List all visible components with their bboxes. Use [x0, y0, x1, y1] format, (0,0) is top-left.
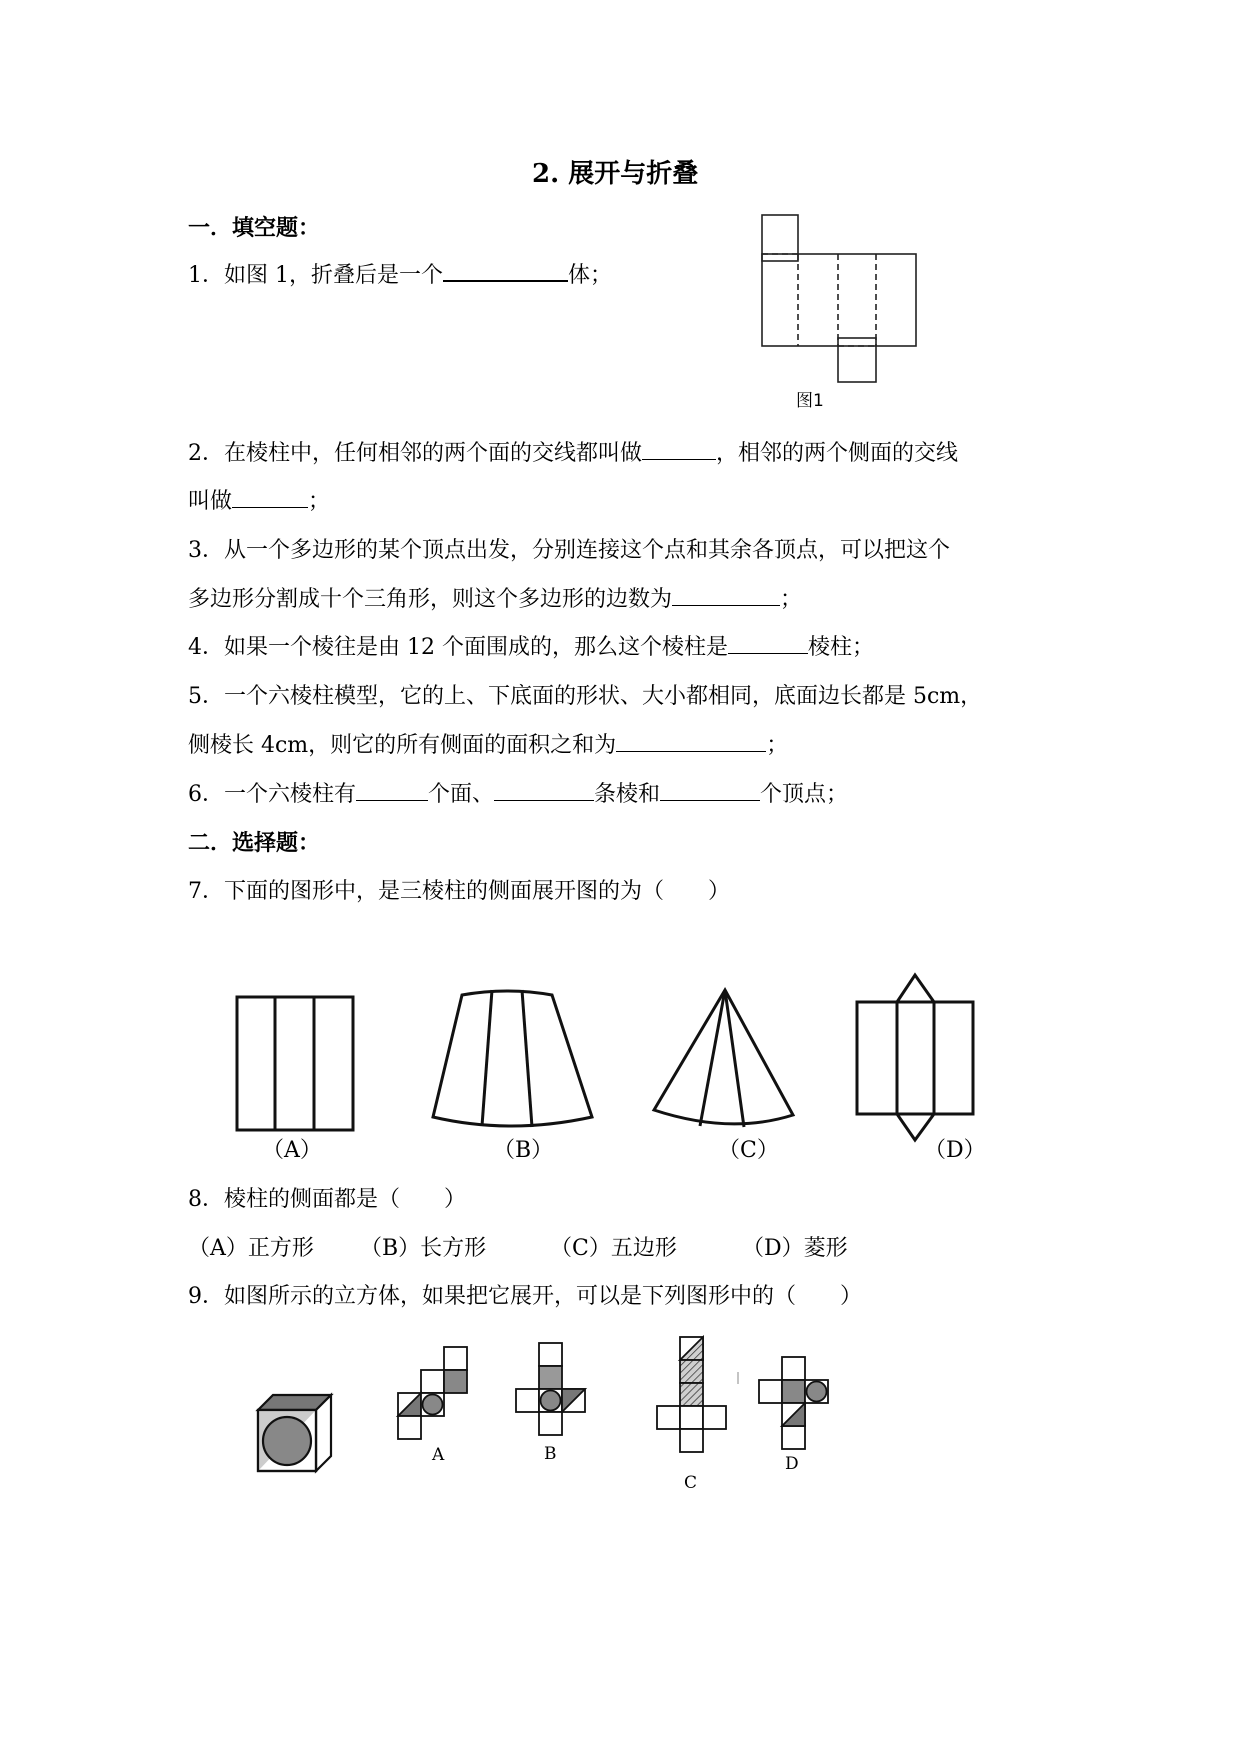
question-1: [188, 258, 612, 289]
section-fill-in: 一．填空题：: [188, 215, 321, 241]
answer-blank-vertices[interactable]: [660, 780, 760, 801]
q9-net-a-figure: [390, 1342, 490, 1465]
q9-label-d[interactable]: D: [785, 1454, 799, 1474]
q9-cube-figure: [253, 1388, 338, 1478]
question-4-suffix: 棱柱；: [807, 635, 874, 660]
question-9: 9．如图所示的立方体，如果把它展开，可以是下列图形中的（ ）: [188, 1284, 862, 1309]
answer-blank[interactable]: [728, 633, 808, 654]
q7-option-c-figure: [648, 985, 798, 1135]
answer-blank[interactable]: [443, 260, 568, 282]
answer-blank[interactable]: [642, 439, 716, 460]
q8-option-b[interactable]: （B）长方形: [360, 1236, 487, 1261]
question-5-line2: [188, 728, 788, 759]
question-1-text: 1．如图 1，折叠后是一个: [188, 263, 443, 288]
question-2: [188, 436, 958, 467]
question-7: 7．下面的图形中，是三棱柱的侧面展开图的为（ ）: [188, 879, 730, 904]
answer-blank[interactable]: [232, 487, 308, 508]
question-2-line2: [188, 484, 330, 515]
answer-blank[interactable]: [672, 585, 780, 606]
question-2-text-mid: ，相邻的两个侧面的交线: [716, 441, 959, 466]
q9-label-b[interactable]: B: [544, 1444, 557, 1464]
question-5-suffix: ；: [766, 733, 789, 758]
question-6: [188, 777, 848, 808]
question-3-text-line2: 多边形分割成十个三角形，则这个多边形的边数为: [188, 587, 673, 612]
q9-net-b-figure: [510, 1338, 600, 1464]
question-6-text-edges: 条棱和: [594, 782, 661, 807]
q7-label-c[interactable]: （C）: [718, 1138, 779, 1163]
q8-option-c[interactable]: （C）五边形: [550, 1236, 677, 1261]
section-choice: 二．选择题：: [188, 830, 321, 856]
question-4: [188, 630, 874, 661]
question-3: 3．从一个多边形的某个顶点出发，分别连接这个点和其余各顶点，可以把这个: [188, 538, 950, 563]
question-1-suffix: 体；: [568, 263, 613, 288]
answer-blank-edges[interactable]: [494, 780, 594, 801]
question-8: 8．棱柱的侧面都是（ ）: [188, 1187, 466, 1212]
question-8-options: [188, 1231, 848, 1262]
q8-option-d[interactable]: （D）菱形: [742, 1236, 848, 1261]
question-5-text-line2: 侧棱长 4cm，则它的所有侧面的面积之和为: [188, 733, 617, 758]
q9-label-c[interactable]: C: [684, 1473, 698, 1493]
page-title: 2. 展开与折叠: [532, 159, 699, 189]
q9-net-d-figure: [752, 1352, 842, 1474]
q9-label-a[interactable]: A: [432, 1445, 445, 1465]
question-2-text-line2: 叫做: [188, 489, 233, 514]
question-6-suffix: 个顶点；: [760, 782, 849, 807]
figure-1-caption: 图1: [796, 391, 824, 411]
answer-blank[interactable]: [616, 731, 766, 752]
question-3-line2: [188, 582, 802, 613]
question-4-text: 4．如果一个棱往是由 12 个面围成的，那么这个棱柱是: [188, 635, 728, 660]
answer-blank-faces[interactable]: [356, 780, 428, 801]
q7-label-b[interactable]: （B）: [493, 1138, 554, 1163]
question-5: 5．一个六棱柱模型，它的上、下底面的形状、大小都相同，底面边长都是 5cm，: [188, 684, 983, 709]
question-6-text: 6．一个六棱柱有: [188, 782, 356, 807]
q8-option-a[interactable]: （A）正方形: [188, 1236, 314, 1261]
question-2-suffix: ；: [308, 489, 331, 514]
figure-1-cuboid-net: [748, 208, 918, 413]
q7-option-a-figure: [230, 990, 360, 1140]
q7-label-a[interactable]: （A）: [262, 1138, 322, 1163]
q7-option-b-figure: [425, 985, 600, 1135]
q7-label-d[interactable]: （D）: [924, 1138, 986, 1163]
question-3-suffix: ；: [780, 587, 803, 612]
question-2-text: 2．在棱柱中，任何相邻的两个面的交线都叫做: [188, 441, 642, 466]
q9-net-c-figure: [650, 1332, 740, 1492]
question-6-text-faces: 个面、: [428, 782, 495, 807]
q7-option-d-figure: [850, 970, 980, 1145]
